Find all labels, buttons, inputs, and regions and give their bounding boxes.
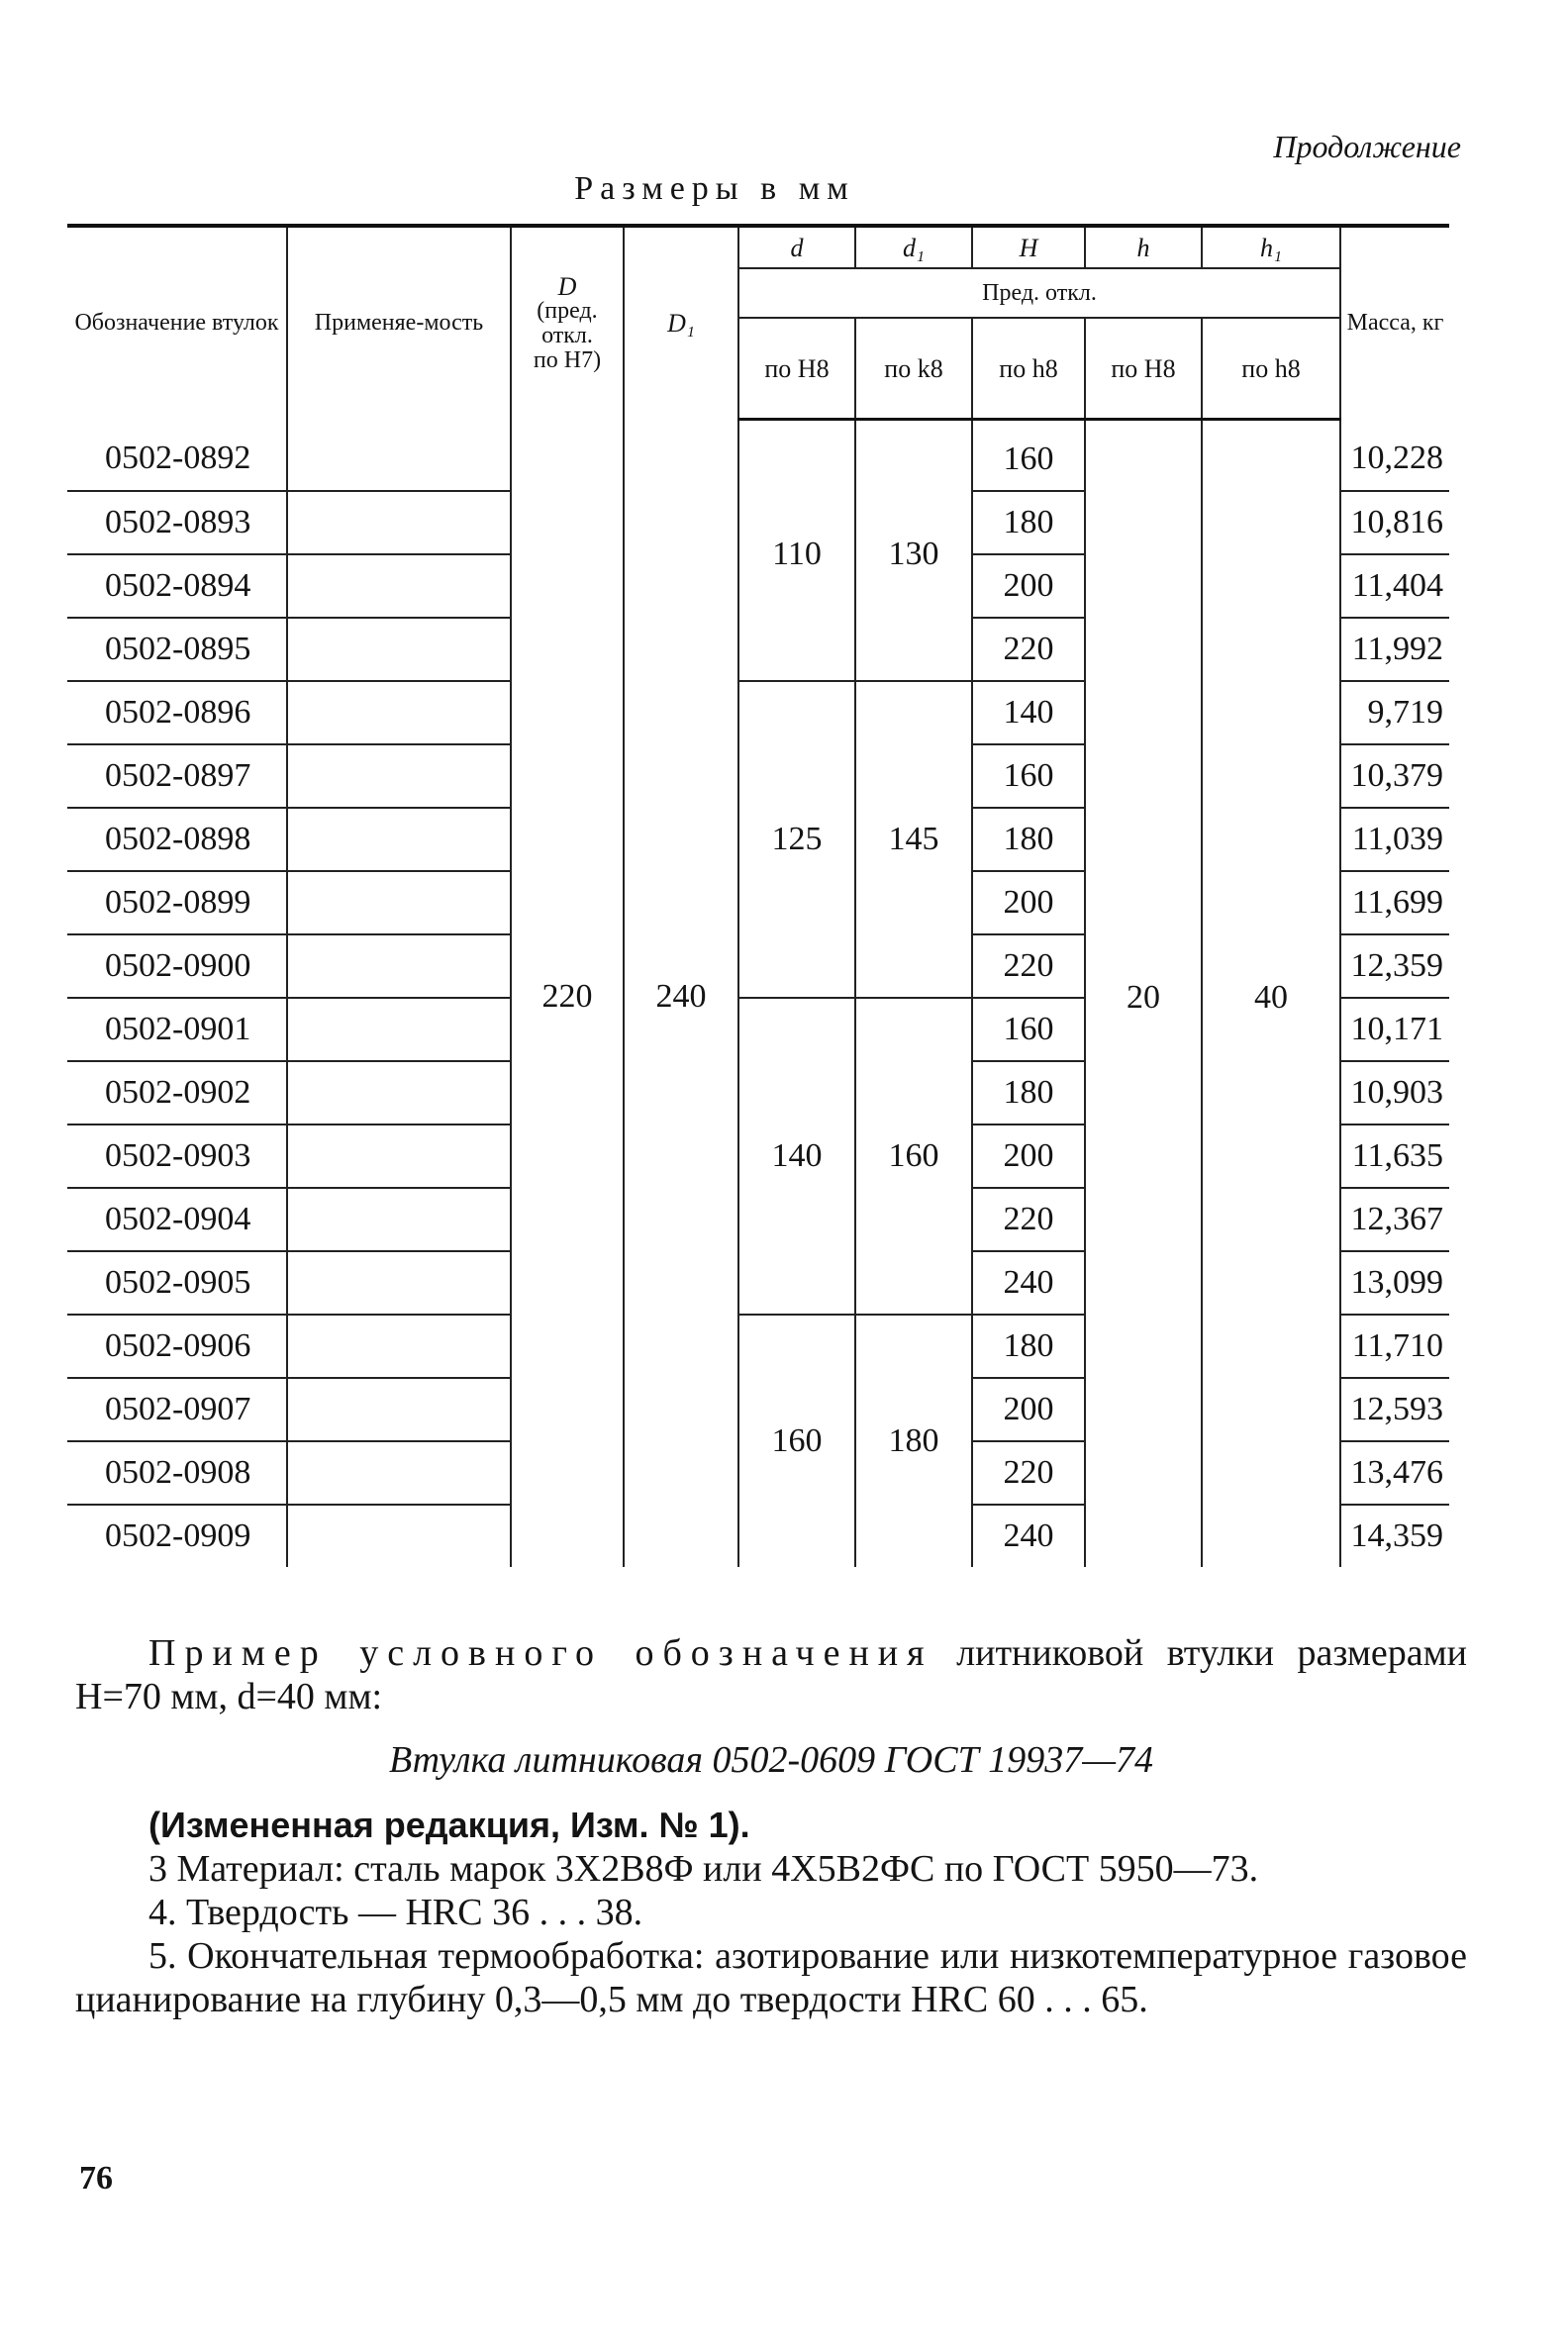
d-value: 125 [738, 681, 855, 998]
H-value: 220 [972, 1188, 1085, 1251]
bushing-code: 0502-0892 [67, 420, 287, 492]
h1-value: 40 [1202, 420, 1340, 1568]
page-number: 76 [79, 2160, 113, 2197]
H-value: 140 [972, 681, 1085, 744]
bushing-code: 0502-0909 [67, 1505, 287, 1567]
mass-value: 12,593 [1340, 1378, 1449, 1441]
header-tol-h: по H8 [1085, 318, 1202, 420]
applicability-cell [287, 1251, 511, 1315]
d1-value: 160 [855, 998, 972, 1315]
H-value: 180 [972, 808, 1085, 871]
applicability-cell [287, 1188, 511, 1251]
mass-value: 11,992 [1340, 618, 1449, 681]
mass-value: 11,710 [1340, 1315, 1449, 1378]
sizes-caption: Размеры в мм [574, 170, 855, 207]
H-value: 240 [972, 1251, 1085, 1315]
H-value: 200 [972, 554, 1085, 618]
header-D [511, 226, 624, 420]
revision-note: (Измененная редакция, Изм. № 1). [148, 1805, 750, 1845]
applicability-cell [287, 491, 511, 554]
d-value: 140 [738, 998, 855, 1315]
applicability-cell [287, 1125, 511, 1188]
D-value: 220 [511, 420, 624, 1568]
bushing-code: 0502-0899 [67, 871, 287, 934]
mass-value: 13,476 [1340, 1441, 1449, 1505]
mass-value: 11,635 [1340, 1125, 1449, 1188]
H-value: 220 [972, 934, 1085, 998]
header-D-note-3: по H7) [533, 346, 602, 373]
header-applicability: Применяе-мость [287, 226, 511, 420]
item-5-heat-treatment: 5. Окончательная термообработка: азотирование или низкотемпературное газовое цианирование на глубину 0,3—0,5 мм до твердости HRC 60 . . . 65. [75, 1935, 1467, 2020]
header-tol-H: по h8 [972, 318, 1085, 420]
mass-value: 10,379 [1340, 744, 1449, 808]
header-tolerance-group: Пред. откл. [738, 268, 1340, 318]
mass-value: 12,359 [1340, 934, 1449, 998]
H-value: 200 [972, 1378, 1085, 1441]
bushing-code: 0502-0904 [67, 1188, 287, 1251]
bushing-code: 0502-0905 [67, 1251, 287, 1315]
mass-value: 9,719 [1340, 681, 1449, 744]
d1-value: 180 [855, 1315, 972, 1567]
applicability-cell [287, 1378, 511, 1441]
header-h: h [1085, 226, 1202, 268]
bushing-code: 0502-0901 [67, 998, 287, 1061]
d1-value: 145 [855, 681, 972, 998]
header-d1: d₁ [855, 226, 972, 268]
applicability-cell [287, 871, 511, 934]
applicability-cell [287, 1315, 511, 1378]
mass-value: 11,039 [1340, 808, 1449, 871]
bushing-code: 0502-0908 [67, 1441, 287, 1505]
bushing-code: 0502-0902 [67, 1061, 287, 1125]
applicability-cell [287, 554, 511, 618]
bushing-spec-table [67, 224, 1449, 1567]
header-tol-d1: по k8 [855, 318, 972, 420]
H-value: 160 [972, 420, 1085, 492]
bushing-code: 0502-0893 [67, 491, 287, 554]
H-value: 180 [972, 1061, 1085, 1125]
bushing-code: 0502-0903 [67, 1125, 287, 1188]
applicability-cell [287, 998, 511, 1061]
item-3-material: 3 Материал: сталь марок 3Х2В8Ф или 4Х5В2ФС по ГОСТ 5950—73. [148, 1848, 1259, 1890]
D1-value: 240 [624, 420, 738, 1568]
header-D1: D₁ [624, 226, 738, 420]
bushing-code: 0502-0894 [67, 554, 287, 618]
h-value: 20 [1085, 420, 1202, 1568]
bushing-code: 0502-0898 [67, 808, 287, 871]
header-D-note-1: (пред. [537, 297, 598, 324]
applicability-cell [287, 808, 511, 871]
header-designation: Обозначение втулок [67, 226, 287, 420]
applicability-cell [287, 1441, 511, 1505]
H-value: 160 [972, 744, 1085, 808]
applicability-cell [287, 1505, 511, 1567]
header-mass: Масса, кг [1340, 226, 1449, 420]
bushing-code: 0502-0906 [67, 1315, 287, 1378]
header-D-note-2: откл. [541, 322, 593, 348]
mass-value: 13,099 [1340, 1251, 1449, 1315]
bushing-code: 0502-0907 [67, 1378, 287, 1441]
mass-value: 11,404 [1340, 554, 1449, 618]
mass-value: 10,171 [1340, 998, 1449, 1061]
d1-value: 130 [855, 420, 972, 682]
continuation-label: Продолжение [1273, 129, 1461, 164]
applicability-cell [287, 681, 511, 744]
d-value: 110 [738, 420, 855, 682]
mass-value: 10,228 [1340, 420, 1449, 492]
example-intro-spaced: Пример условного обозначения [148, 1632, 933, 1674]
bushing-code: 0502-0896 [67, 681, 287, 744]
applicability-cell [287, 618, 511, 681]
header-tol-h1: по h8 [1202, 318, 1340, 420]
d-value: 160 [738, 1315, 855, 1567]
H-value: 180 [972, 1315, 1085, 1378]
bushing-code: 0502-0895 [67, 618, 287, 681]
applicability-cell [287, 420, 511, 492]
H-value: 160 [972, 998, 1085, 1061]
header-D-symbol: D [557, 271, 577, 301]
header-d: d [738, 226, 855, 268]
header-h1: h₁ [1202, 226, 1340, 268]
H-value: 220 [972, 618, 1085, 681]
H-value: 240 [972, 1505, 1085, 1567]
mass-value: 10,903 [1340, 1061, 1449, 1125]
example-intro [75, 1631, 1467, 1718]
applicability-cell [287, 934, 511, 998]
header-H: H [972, 226, 1085, 268]
mass-value: 12,367 [1340, 1188, 1449, 1251]
example-designation: Втулка литниковая 0502-0609 ГОСТ 19937—74 [389, 1739, 1153, 1781]
bushing-code: 0502-0897 [67, 744, 287, 808]
mass-value: 11,699 [1340, 871, 1449, 934]
bushing-code: 0502-0900 [67, 934, 287, 998]
example-intro-rest: литниковой втулки размерами H=70 мм, d=40 мм: [75, 1632, 1467, 1717]
mass-value: 10,816 [1340, 491, 1449, 554]
H-value: 220 [972, 1441, 1085, 1505]
mass-value: 14,359 [1340, 1505, 1449, 1567]
table-row [67, 420, 1449, 492]
body-text [75, 1631, 1467, 2021]
header-tol-d: по H8 [738, 318, 855, 420]
H-value: 200 [972, 871, 1085, 934]
applicability-cell [287, 744, 511, 808]
applicability-cell [287, 1061, 511, 1125]
H-value: 200 [972, 1125, 1085, 1188]
item-4-hardness: 4. Твердость — HRC 36 . . . 38. [148, 1892, 643, 1933]
H-value: 180 [972, 491, 1085, 554]
